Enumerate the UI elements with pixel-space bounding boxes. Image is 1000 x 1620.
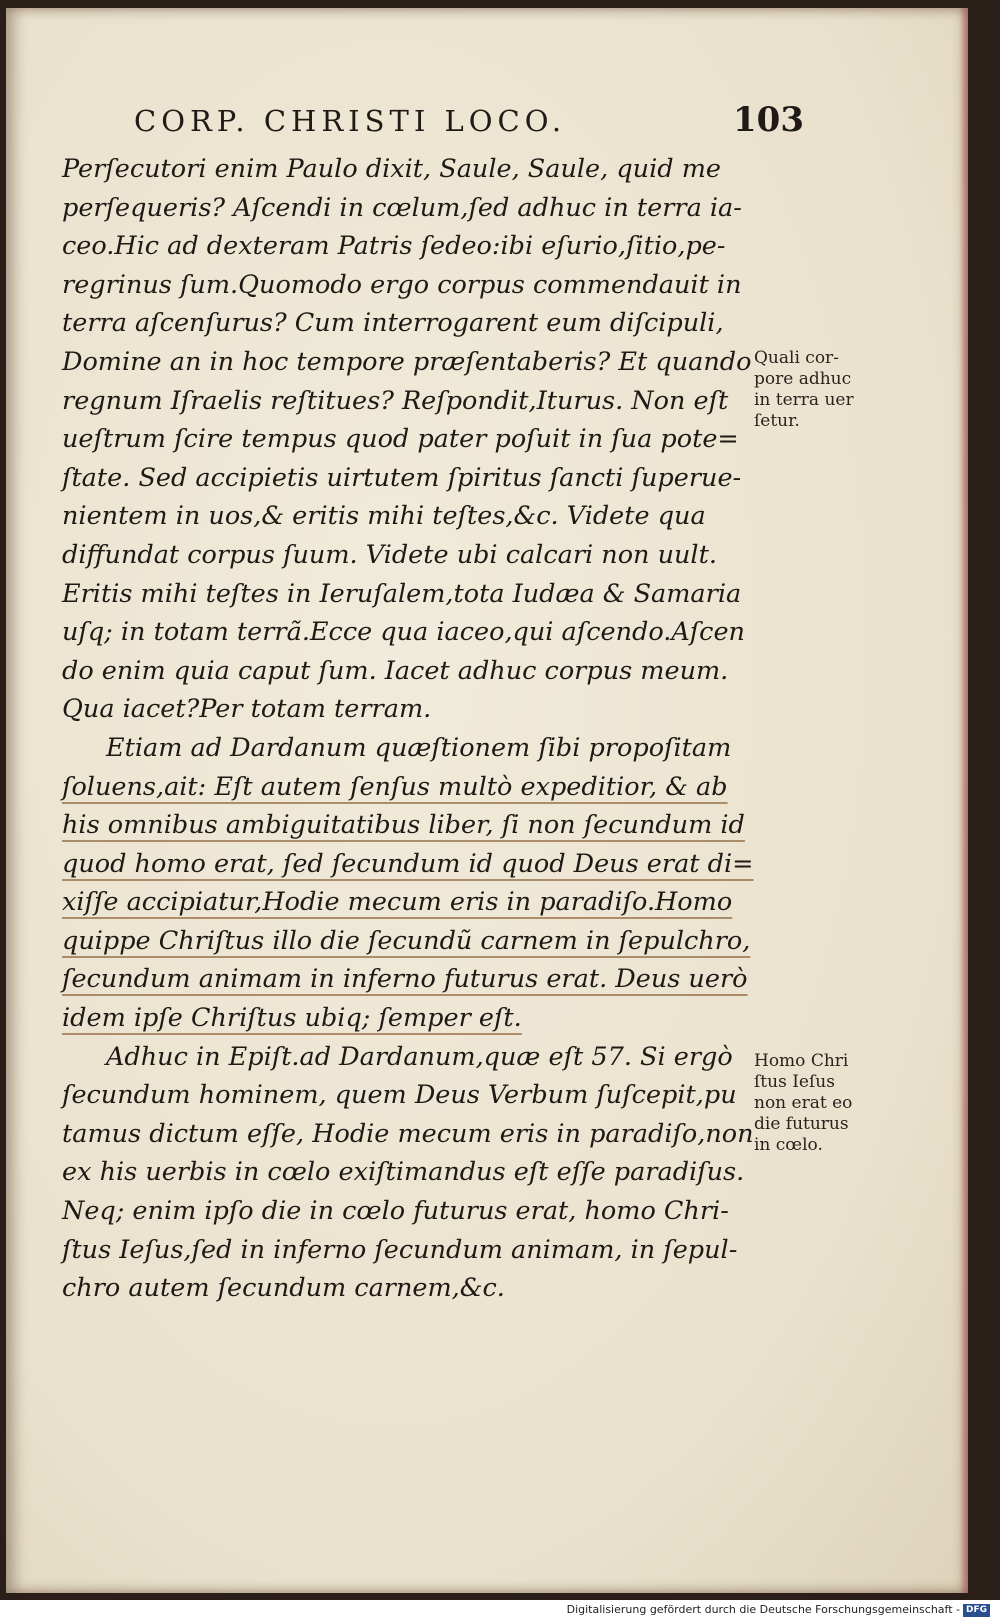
marginal-note-line: ſetur. (754, 411, 800, 431)
text-line: chro autem ſecundum carnem,&c. (62, 1273, 505, 1304)
marginal-note-line: pore adhuc (754, 369, 852, 389)
text-line: regrinus ſum.Quomodo ergo corpus commendauit in (62, 269, 742, 300)
text-line: ſecundum hominem, quem Deus Verbum ſuſcepit,pu (62, 1080, 737, 1111)
marginal-note-line: die futurus (754, 1114, 849, 1134)
text-line: perſequeris? Aſcendi in cœlum,ſed adhuc in terra ia- (62, 192, 742, 223)
text-line: do enim quia caput ſum. Iacet adhuc corpus meum. (62, 655, 729, 686)
page-number: 103 (733, 100, 804, 140)
text-line: Perſecutori enim Paulo dixit, Saule, Saule, quid me (62, 154, 721, 184)
marginal-note-line: Homo Chri (754, 1051, 849, 1071)
text-line-underlined: ſecundum animam in inferno futurus erat. Deus uerò (62, 964, 748, 995)
page-edge (960, 8, 968, 1593)
marginal-note-line: in cœlo. (754, 1135, 823, 1155)
marginal-note-line: in terra uer (754, 390, 854, 410)
text-line: ſtate. Sed accipietis uirtutem ſpiritus ſancti ſuperue- (62, 462, 742, 493)
funding-credit: Digitalisierung gefördert durch die Deutsche Forschungsgemeinschaft - (566, 1603, 960, 1616)
text-line: Etiam ad Dardanum quæſtionem ſibi propoſitam (106, 732, 732, 763)
text-line: Eritis mihi teſtes in Ieruſalem,tota Iudæa & Samaria (62, 578, 742, 609)
text-line: ueſtrum ſcire tempus quod pater poſuit in ſua pote= (62, 424, 739, 455)
marginal-note-line: non erat eo (754, 1093, 853, 1113)
text-line: ſtus Ieſus,ſed in inferno ſecundum animam, in ſepul- (62, 1234, 738, 1265)
text-line: Neq; enim ipſo die in cœlo futurus erat, homo Chri- (62, 1196, 729, 1227)
text-line: nientem in uos,& eritis mihi teſtes,&c. Videte qua (62, 501, 706, 532)
text-line: tamus dictum eſſe, Hodie mecum eris in paradiſo,non (62, 1118, 754, 1149)
text-line-underlined: ſoluens,ait: Eſt autem ſenſus multò expeditior, & ab (62, 771, 728, 802)
dfg-logo: DFG (963, 1604, 990, 1617)
text-line-underlined: quod homo erat, ſed ſecundum id quod Deus erat di= (62, 848, 754, 879)
text-line: ex his uerbis in cœlo exiſtimandus eſt eſſe paradiſus. (62, 1157, 745, 1188)
text-line-underlined: idem ipſe Chriſtus ubiq; ſemper eſt. (62, 1003, 522, 1034)
text-line: Domine an in hoc tempore præſentaberis? Et quando (62, 346, 752, 377)
funding-footer (567, 1600, 990, 1620)
body-text (62, 150, 762, 1308)
marginal-note (754, 348, 894, 432)
book-page (6, 8, 968, 1593)
text-line-underlined: quippe Chriſtus illo die ſecundũ carnem in ſepulchro, (62, 925, 751, 956)
text-line-underlined: xiſſe accipiatur,Hodie mecum eris in paradiſo.Homo (62, 887, 733, 918)
marginal-note-line: Quali cor- (754, 348, 839, 368)
marginal-note (754, 1051, 894, 1156)
text-line: uſq; in totam terrã.Ecce qua iaceo,qui aſcendo.Aſcen (62, 617, 745, 648)
page-header (134, 100, 804, 150)
text-line: Adhuc in Epiſt.ad Dardanum,quæ eſt 57. Si ergò (106, 1041, 733, 1072)
text-line: regnum Iſraelis reſtitues? Reſpondit,Iturus. Non eſt (62, 385, 729, 416)
text-line: terra aſcenſurus? Cum interrogarent eum diſcipuli, (62, 308, 724, 339)
text-line: diffundat corpus ſuum. Videte ubi calcari non uult. (62, 539, 717, 570)
text-line: Qua iacet?Per totam terram. (62, 694, 432, 725)
running-head: CORP. CHRISTI LOCO. (134, 104, 567, 138)
text-line: ceo.Hic ad dexteram Patris ſedeo:ibi eſurio,ſitio,pe- (62, 231, 726, 262)
marginal-note-line: ſtus Ieſus (754, 1072, 835, 1092)
text-line-underlined: his omnibus ambiguitatibus liber, ſi non ſecundum id (62, 810, 745, 841)
